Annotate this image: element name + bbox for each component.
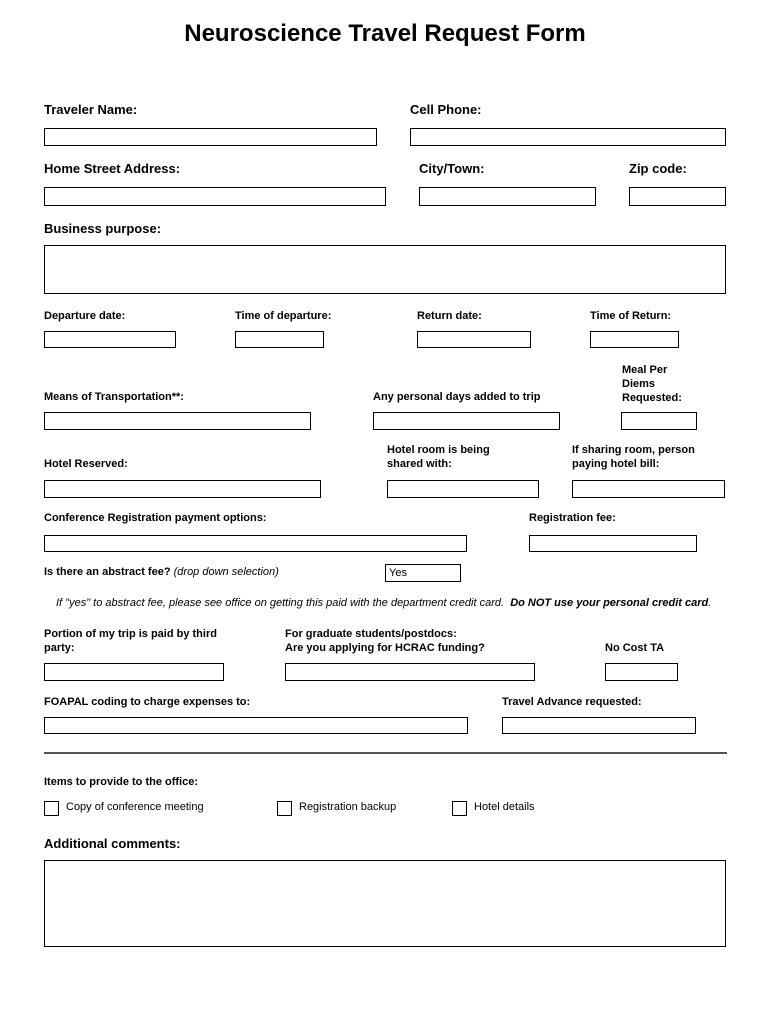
- page-title: Neuroscience Travel Request Form: [184, 20, 586, 47]
- no-cost-ta-input[interactable]: [605, 663, 678, 681]
- hotel-reserved-input[interactable]: [44, 480, 321, 498]
- registration-backup-label: Registration backup: [299, 801, 397, 813]
- city-input[interactable]: [419, 187, 596, 206]
- conference-copy-label: Copy of conference meeting: [66, 801, 204, 813]
- return-date-label: Return date:: [417, 310, 482, 322]
- return-date-input[interactable]: [417, 331, 531, 348]
- cell-phone-label: Cell Phone:: [410, 102, 482, 117]
- transportation-label: Means of Transportation**:: [44, 391, 184, 403]
- abstract-fee-label: Is there an abstract fee?: [44, 566, 171, 578]
- third-party-label: Portion of my trip is paid by third party:: [44, 628, 217, 654]
- hotel-reserved-label: Hotel Reserved:: [44, 458, 128, 470]
- hotel-shared-label: Hotel room is being shared with:: [387, 444, 490, 470]
- hotel-details-checkbox[interactable]: [452, 801, 467, 816]
- abstract-fee-dropdown[interactable]: Yes: [385, 564, 461, 582]
- personal-days-input[interactable]: [373, 412, 560, 430]
- business-purpose-input[interactable]: [44, 245, 726, 294]
- return-time-input[interactable]: [590, 331, 679, 348]
- additional-comments-label: Additional comments:: [44, 836, 181, 851]
- registration-fee-label: Registration fee:: [529, 512, 616, 524]
- travel-advance-label: Travel Advance requested:: [502, 696, 642, 708]
- home-address-label: Home Street Address:: [44, 161, 181, 176]
- conf-payment-input[interactable]: [44, 535, 467, 552]
- city-label: City/Town:: [419, 161, 485, 176]
- registration-fee-input[interactable]: [529, 535, 697, 552]
- zip-input[interactable]: [629, 187, 726, 206]
- no-cost-ta-label: No Cost TA: [605, 642, 665, 654]
- grad-students-label: For graduate students/postdocs: Are you applying for HCRAC funding?: [285, 628, 485, 654]
- abstract-fee-hint: (drop down selection): [173, 566, 279, 578]
- hotel-shared-input[interactable]: [387, 480, 539, 498]
- cell-phone-input[interactable]: [410, 128, 726, 146]
- transportation-input[interactable]: [44, 412, 311, 430]
- departure-time-input[interactable]: [235, 331, 324, 348]
- conference-copy-checkbox[interactable]: [44, 801, 59, 816]
- additional-comments-input[interactable]: [44, 860, 726, 947]
- departure-time-label: Time of departure:: [235, 310, 332, 322]
- return-time-label: Time of Return:: [590, 310, 672, 322]
- business-purpose-label: Business purpose:: [44, 221, 162, 236]
- meal-per-diems-input[interactable]: [621, 412, 697, 430]
- traveler-name-label: Traveler Name:: [44, 102, 138, 117]
- abstract-fee-question: [44, 566, 279, 578]
- departure-date-label: Departure date:: [44, 310, 126, 322]
- conf-payment-label: Conference Registration payment options:: [44, 512, 267, 524]
- traveler-name-input[interactable]: [44, 128, 377, 146]
- foapal-label: FOAPAL coding to charge expenses to:: [44, 696, 251, 708]
- sharing-bill-input[interactable]: [572, 480, 725, 498]
- registration-backup-checkbox[interactable]: [277, 801, 292, 816]
- home-address-input[interactable]: [44, 187, 386, 206]
- travel-advance-input[interactable]: [502, 717, 696, 734]
- items-label: Items to provide to the office:: [44, 776, 199, 788]
- hcrac-funding-input[interactable]: [285, 663, 535, 681]
- section-divider: [44, 752, 727, 754]
- credit-card-warning: Do NOT use your personal credit card: [510, 597, 709, 609]
- personal-days-label: Any personal days added to trip: [373, 391, 541, 403]
- departure-date-input[interactable]: [44, 331, 176, 348]
- hotel-details-label: Hotel details: [474, 801, 535, 813]
- zip-label: Zip code:: [629, 161, 687, 176]
- meal-per-diems-label: Meal Per Diems Requested:: [622, 364, 682, 404]
- third-party-input[interactable]: [44, 663, 224, 681]
- sharing-bill-label: If sharing room, person paying hotel bill:: [572, 444, 695, 470]
- foapal-input[interactable]: [44, 717, 468, 734]
- abstract-fee-note: If "yes" to abstract fee, please see office on getting this paid with the department credit card. Do NOT use your personal credit card.: [56, 597, 712, 609]
